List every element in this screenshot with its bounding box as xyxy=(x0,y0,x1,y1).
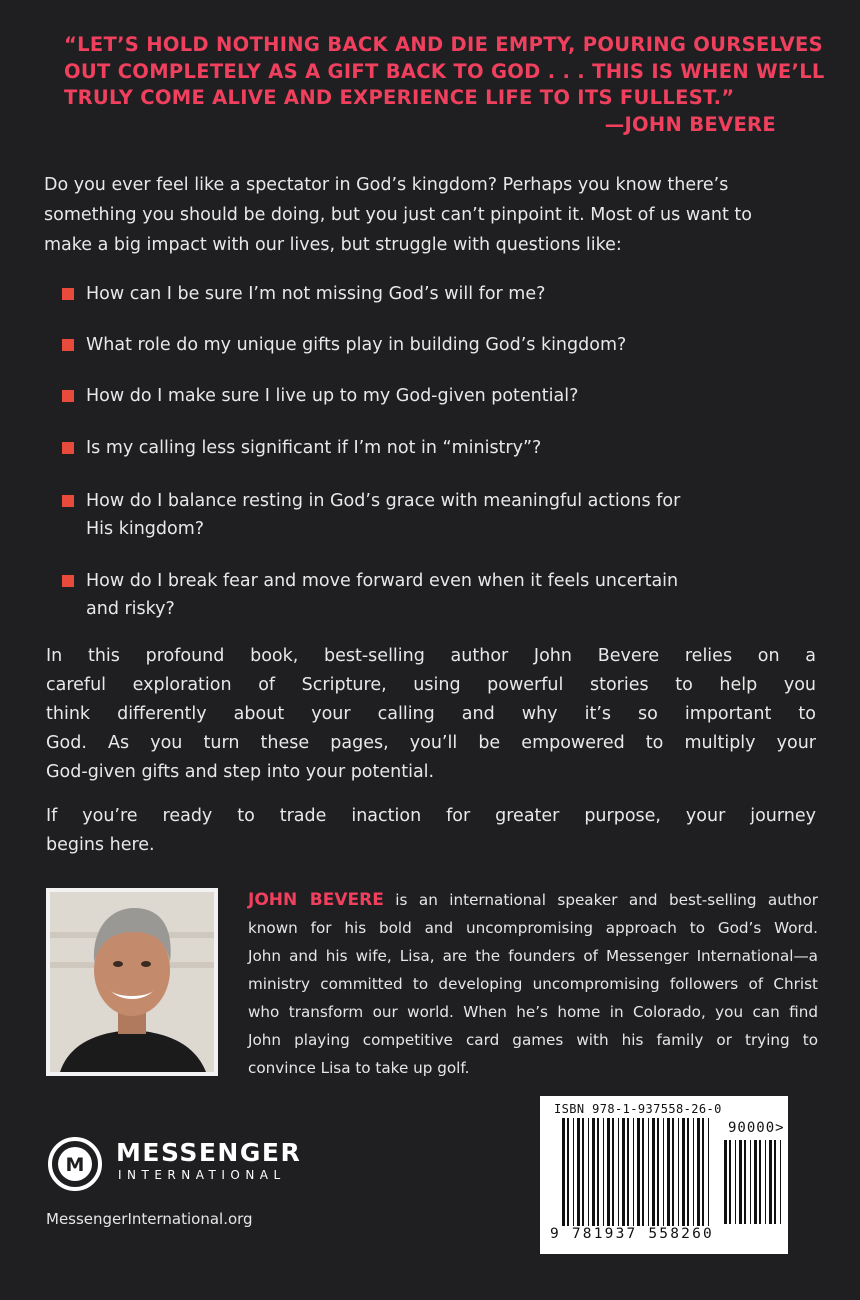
barcode-bar xyxy=(724,1140,727,1224)
barcode-bar xyxy=(648,1118,649,1226)
barcode-bar xyxy=(607,1118,610,1226)
barcode-addon-bars xyxy=(724,1140,784,1224)
intro-line: something you should be doing, but you just can’t pinpoint it. Most of us want to xyxy=(44,205,752,225)
barcode-bar xyxy=(667,1118,670,1226)
bio-line: convince Lisa to take up golf. xyxy=(248,1059,470,1077)
paragraph-line: begins here. xyxy=(46,835,155,855)
paragraph-line: God. As you turn these pages, you’ll be empowered to multiply your xyxy=(46,733,816,753)
question-text: Is my calling less significant if I’m not in “ministry”? xyxy=(86,438,542,458)
price-code: 90000> xyxy=(728,1120,785,1136)
publisher-url: MessengerInternational.org xyxy=(46,1210,253,1228)
question-item xyxy=(62,487,802,543)
question-text: How do I make sure I live up to my God-given potential? xyxy=(86,386,579,406)
question-text: How do I balance resting in God’s grace with meaningful actions for xyxy=(86,491,681,511)
messenger-logo-icon xyxy=(46,1134,106,1194)
bio-line: known for his bold and uncompromising approach to God’s Word. xyxy=(248,919,818,937)
bio-line: John playing competitive card games with his family or trying to xyxy=(248,1031,818,1049)
question-item xyxy=(62,382,802,410)
bio-line: John and his wife, Lisa, are the founders of Messenger International—a xyxy=(248,947,818,965)
square-bullet-icon xyxy=(62,339,74,351)
bio-line: who transform our world. When he’s home in Colorado, you can find xyxy=(248,1003,818,1021)
barcode-bar xyxy=(687,1118,689,1226)
barcode-bar xyxy=(750,1140,751,1224)
paragraph-line: In this profound book, best-selling author John Bevere relies on a xyxy=(46,646,816,666)
closing-paragraph xyxy=(46,802,816,860)
barcode-bar xyxy=(582,1118,584,1226)
intro-line: Do you ever feel like a spectator in God’s kingdom? Perhaps you know there’s xyxy=(44,175,729,195)
square-bullet-icon xyxy=(62,495,74,507)
barcode-bar xyxy=(744,1140,746,1224)
barcode-bar xyxy=(739,1140,742,1224)
barcode-bar xyxy=(603,1118,604,1226)
barcode-bar xyxy=(729,1140,731,1224)
barcode-bar xyxy=(642,1118,644,1226)
isbn-barcode xyxy=(540,1096,788,1254)
question-text: How do I break fear and move forward even when it feels uncertain xyxy=(86,571,679,591)
square-bullet-icon xyxy=(62,575,74,587)
barcode-bar xyxy=(577,1118,580,1226)
question-text: How can I be sure I’m not missing God’s will for me? xyxy=(86,284,546,304)
square-bullet-icon xyxy=(62,390,74,402)
quote-attribution: —JOHN BEVERE xyxy=(604,112,776,136)
publisher-logo xyxy=(46,1134,306,1194)
isbn-label: ISBN 978-1-937558-26-0 xyxy=(554,1102,722,1116)
barcode-bar xyxy=(774,1140,776,1224)
barcode-digits: 9 781937 558260 xyxy=(550,1226,714,1242)
barcode-bar xyxy=(627,1118,629,1226)
barcode-bar xyxy=(697,1118,700,1226)
question-text: and risky? xyxy=(86,599,175,619)
barcode-bar xyxy=(612,1118,614,1226)
barcode-bar xyxy=(780,1140,781,1224)
barcode-bar xyxy=(678,1118,679,1226)
question-item xyxy=(62,567,802,623)
question-text: What role do my unique gifts play in building God’s kingdom? xyxy=(86,335,627,355)
barcode-bars xyxy=(562,1118,712,1226)
paragraph-line: If you’re ready to trade inaction for greater purpose, your journey xyxy=(46,806,816,826)
intro-line: make a big impact with our lives, but struggle with questions like: xyxy=(44,235,622,255)
paragraph-line: think differently about your calling and why it’s so important to xyxy=(46,704,816,724)
barcode-bar xyxy=(633,1118,634,1226)
barcode-bar xyxy=(663,1118,664,1226)
barcode-bar xyxy=(759,1140,761,1224)
bio-intro-text: is an international speaker and best-selling author xyxy=(383,891,818,909)
question-item xyxy=(62,280,802,308)
square-bullet-icon xyxy=(62,442,74,454)
barcode-bar xyxy=(682,1118,685,1226)
barcode-bar xyxy=(588,1118,589,1226)
barcode-bar xyxy=(592,1118,595,1226)
barcode-bar xyxy=(754,1140,757,1224)
description-paragraph xyxy=(46,642,816,787)
publisher-subname: INTERNATIONAL xyxy=(118,1168,286,1182)
barcode-bar xyxy=(597,1118,599,1226)
barcode-bar xyxy=(573,1118,574,1226)
barcode-bar xyxy=(567,1118,569,1226)
square-bullet-icon xyxy=(62,288,74,300)
barcode-bar xyxy=(708,1118,709,1226)
author-name: JOHN BEVERE xyxy=(248,890,384,910)
barcode-bar xyxy=(622,1118,625,1226)
question-item xyxy=(62,331,802,359)
barcode-bar xyxy=(735,1140,736,1224)
barcode-bar xyxy=(657,1118,659,1226)
barcode-bar xyxy=(672,1118,674,1226)
question-text: His kingdom? xyxy=(86,519,205,539)
question-item xyxy=(62,434,802,462)
publisher-name: MESSENGER xyxy=(116,1138,302,1167)
logo-letter: M xyxy=(65,1154,85,1176)
intro-paragraph xyxy=(44,170,824,260)
barcode-bar xyxy=(765,1140,766,1224)
barcode-bar xyxy=(637,1118,640,1226)
barcode-bar xyxy=(769,1140,772,1224)
barcode-bar xyxy=(652,1118,655,1226)
quote-line: TRULY COME ALIVE AND EXPERIENCE LIFE TO ITS FULLEST.” xyxy=(64,86,735,109)
pull-quote xyxy=(64,32,825,138)
quote-line: OUT COMPLETELY AS A GIFT BACK TO GOD . . . THIS IS WHEN WE’LL xyxy=(64,59,825,83)
author-portrait-illustration xyxy=(50,892,214,1072)
paragraph-line: careful exploration of Scripture, using powerful stories to help you xyxy=(46,675,816,695)
author-photo xyxy=(46,888,218,1076)
barcode-bar xyxy=(618,1118,619,1226)
barcode-bar xyxy=(693,1118,694,1226)
paragraph-line: God-given gifts and step into your potential. xyxy=(46,762,435,782)
bio-line xyxy=(248,886,818,914)
quote-line: “LET’S HOLD NOTHING BACK AND DIE EMPTY, POURING OURSELVES xyxy=(64,33,823,56)
author-bio xyxy=(248,886,818,1082)
barcode-bar xyxy=(562,1118,565,1226)
bio-line: ministry committed to developing uncompromising followers of Christ xyxy=(248,975,818,993)
barcode-bar xyxy=(702,1118,704,1226)
